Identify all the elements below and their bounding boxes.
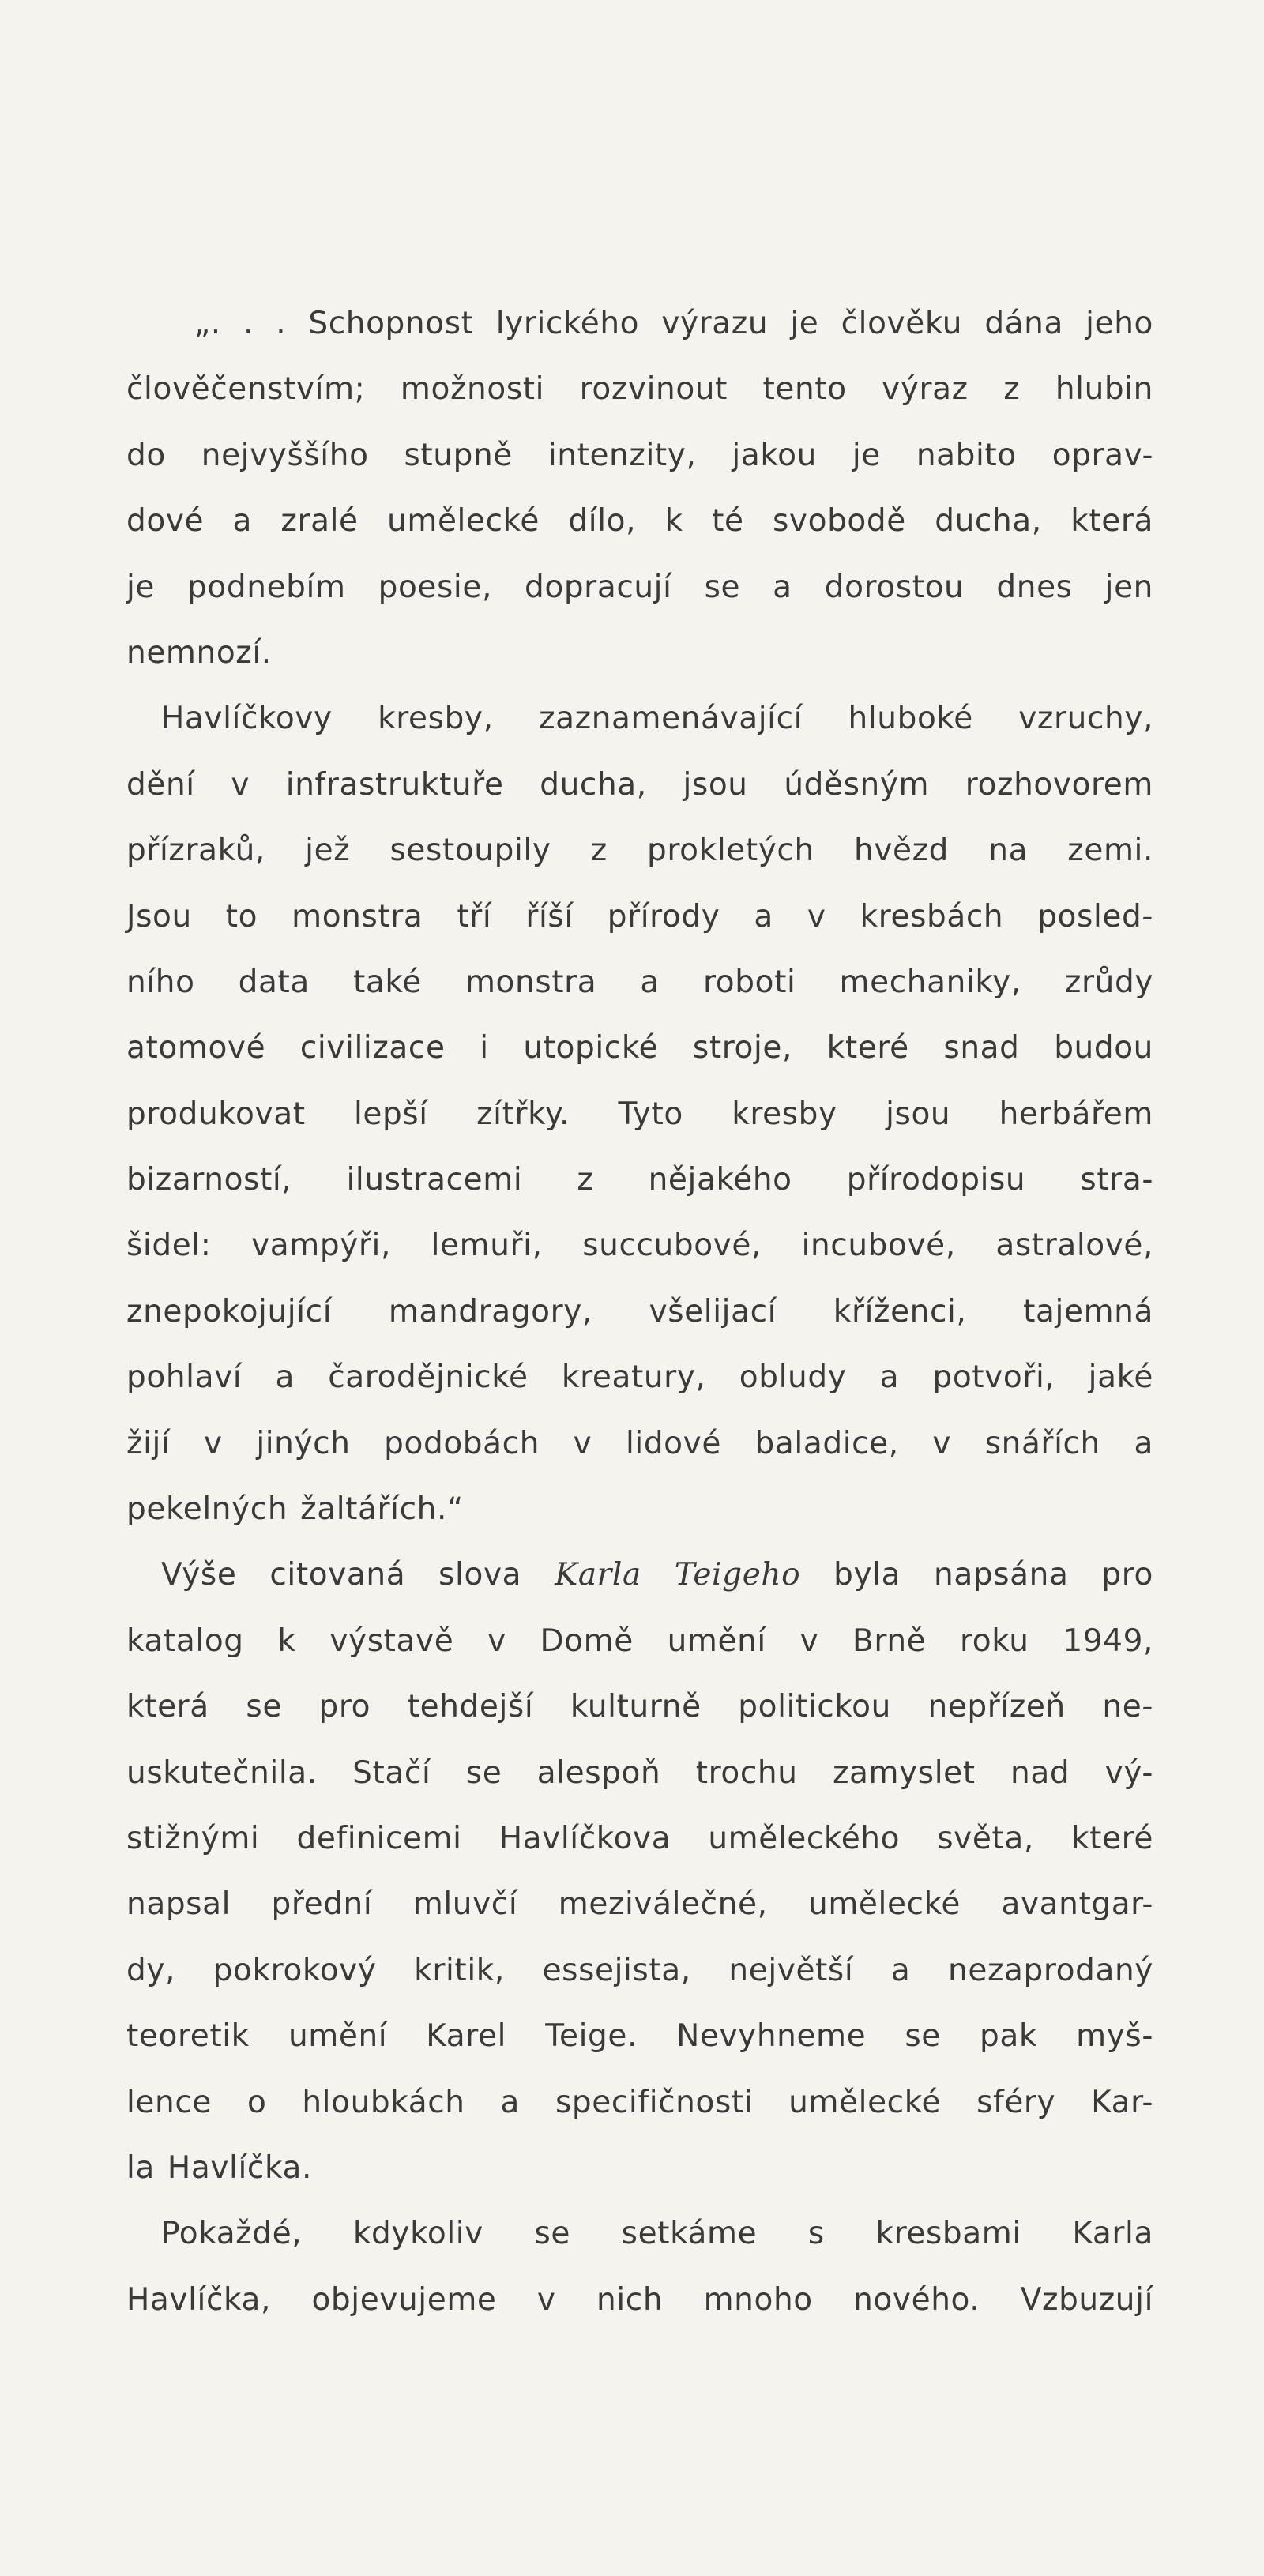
text-line: „. . . Schopnost lyrického výrazu je člověku dána jeho <box>194 306 1153 341</box>
text-line: je podnebím poesie, dopracují se a dorostou dnes jen <box>126 569 1153 605</box>
text-line: produkovat lepší zítřky. Tyto kresby jsou herbářem <box>126 1096 1153 1132</box>
text-line: žijí v jiných podobách v lidové baladice, v snářích a <box>126 1425 1153 1461</box>
text-fragment: byla napsána pro <box>800 1557 1153 1593</box>
text-line: znepokojující mandragory, všelijací kříženci, tajemná <box>126 1293 1153 1329</box>
text-line: přízraků, jež sestoupily z prokletých hvězd na zemi. <box>126 833 1153 869</box>
text-line: dy, pokrokový kritik, essejista, největší a nezaprodaný <box>126 1952 1153 1988</box>
text-line: teoretik umění Karel Teige. Nevyhneme se pak myš- <box>126 2018 1153 2055</box>
text-line: lence o hloubkách a specifičnosti umělecké sféry Kar- <box>126 2084 1153 2120</box>
text-line: la Havlíčka. <box>126 2149 312 2186</box>
text-line: pohlaví a čarodějnické kreatury, obludy a potvoři, jaké <box>126 1359 1153 1396</box>
text-line: šidel: vampýři, lemuři, succubové, incubové, astralové, <box>126 1228 1153 1264</box>
text-line: uskutečnila. Stačí se alespoň trochu zamyslet nad vý- <box>126 1754 1153 1791</box>
body-text <box>126 291 1153 2333</box>
text-line: která se pro tehdejší kulturně politickou nepřízeň ne- <box>126 1689 1153 1725</box>
text-line: dové a zralé umělecké dílo, k té svobodě ducha, která <box>126 503 1153 540</box>
text-line: dění v infrastruktuře ducha, jsou úděsným rozhovorem <box>126 766 1153 803</box>
text-line: atomové civilizace i utopické stroje, které snad budou <box>126 1030 1153 1066</box>
text-line: stižnými definicemi Havlíčkova uměleckého světa, které <box>126 1820 1153 1856</box>
text-line-with-italic <box>126 1542 1153 1608</box>
text-line: pekelných žaltářích.“ <box>126 1491 464 1528</box>
text-line: Pokaždé, kdykoliv se setkáme s kresbami Karla <box>161 2216 1153 2252</box>
text-line: Havlíčkovy kresby, zaznamenávající hluboké vzruchy, <box>161 701 1153 737</box>
text-line: Havlíčka, objevujeme v nich mnoho nového. Vzbuzují <box>126 2281 1153 2318</box>
text-line: bizarností, ilustracemi z nějakého přírodopisu stra- <box>126 1162 1153 1198</box>
text-line: člověčenstvím; možnosti rozvinout tento výraz z hlubin <box>126 371 1153 408</box>
text-fragment: Výše citovaná slova <box>161 1557 555 1593</box>
text-line: nemnozí. <box>126 634 272 671</box>
text-line: do nejvyššího stupně intenzity, jakou je nabito oprav- <box>126 437 1153 473</box>
text-line: ního data také monstra a roboti mechaniky, zrůdy <box>126 964 1153 1000</box>
author-name-italic: Karla Teigeho <box>555 1557 801 1593</box>
text-line: katalog k výstavě v Domě umění v Brně roku 1949, <box>126 1623 1153 1659</box>
text-line: napsal přední mluvčí meziválečné, umělecké avantgar- <box>126 1886 1153 1923</box>
text-line: Jsou to monstra tří říší přírody a v kresbách posled- <box>126 898 1153 935</box>
